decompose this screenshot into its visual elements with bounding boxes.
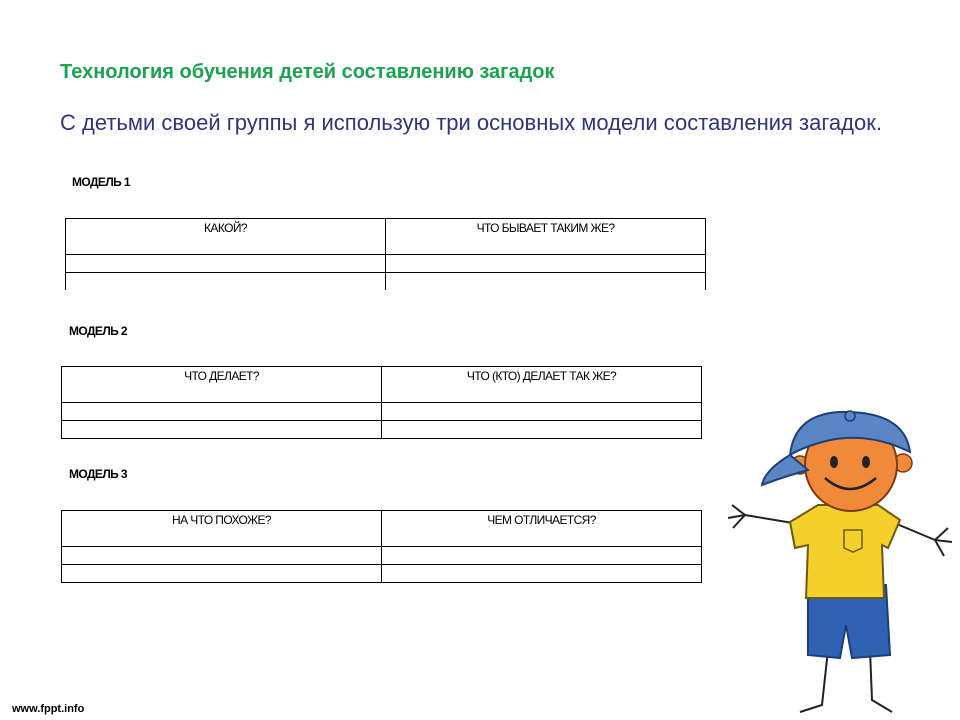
table-header-row	[66, 219, 706, 255]
table-row	[62, 403, 702, 421]
table-row	[66, 255, 706, 273]
model-3-column-2-header: ЧЕМ ОТЛИЧАЕТСЯ?	[382, 511, 702, 547]
table-cell	[62, 547, 382, 565]
table-row	[62, 565, 702, 583]
table-row	[62, 421, 702, 439]
table-header-row	[62, 511, 702, 547]
model-2-column-2-header: ЧТО (КТО) ДЕЛАЕТ ТАК ЖЕ?	[382, 367, 702, 403]
table-row	[66, 273, 706, 291]
cartoon-boy-illustration	[724, 400, 960, 720]
table-cell	[382, 403, 702, 421]
model-2-column-1-header: ЧТО ДЕЛАЕТ?	[62, 367, 382, 403]
table-cell	[62, 565, 382, 583]
model-1-label: МОДЕЛЬ 1	[72, 175, 130, 189]
model-2-label: МОДЕЛЬ 2	[69, 324, 127, 338]
table-cell	[66, 255, 386, 273]
footer-url: www.fppt.info	[12, 703, 85, 715]
table-cell	[386, 255, 706, 273]
model-1-table	[65, 218, 706, 290]
intro-text: С детьми своей группы я использую три основных модели составления загадок.	[60, 110, 882, 135]
model-1-column-1-header: КАКОЙ?	[66, 219, 386, 255]
model-2-table	[61, 366, 702, 439]
table-cell	[382, 547, 702, 565]
table-cell	[382, 421, 702, 439]
model-3-label: МОДЕЛЬ 3	[69, 467, 127, 481]
table-cell	[62, 421, 382, 439]
model-1-column-2-header: ЧТО БЫВАЕТ ТАКИМ ЖЕ?	[386, 219, 706, 255]
model-3-table	[61, 510, 702, 583]
table-cell	[66, 273, 386, 291]
model-3-column-1-header: НА ЧТО ПОХОЖЕ?	[62, 511, 382, 547]
table-header-row	[62, 367, 702, 403]
table-row	[62, 547, 702, 565]
table-cell	[386, 273, 706, 291]
table-cell	[62, 403, 382, 421]
table-cell	[382, 565, 702, 583]
slide-title: Технология обучения детей составлению загадок	[60, 61, 555, 83]
